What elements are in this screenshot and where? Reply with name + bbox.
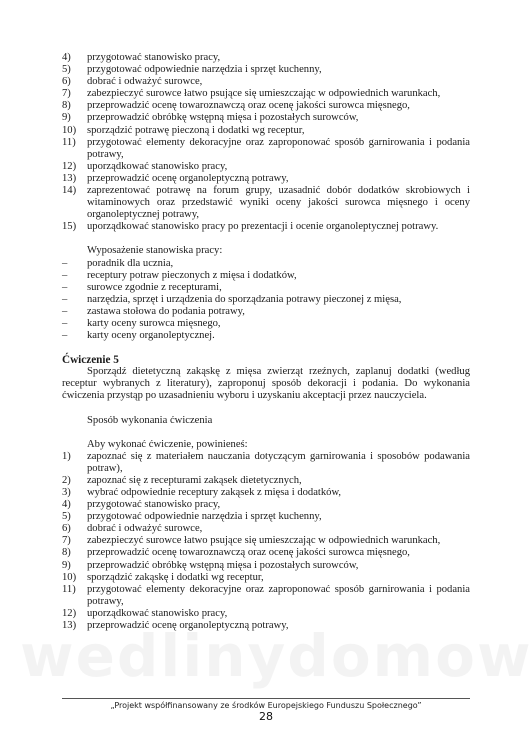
list-item-text: przygotować elementy dekoracyjne oraz zaproponować sposób garnirowania i podania potrawy,	[87, 583, 470, 607]
equipment-item	[62, 294, 470, 306]
list-item-number: 7)	[62, 535, 71, 547]
list-item-number: 4)	[62, 52, 71, 63]
list-item	[62, 523, 470, 535]
list-item-text: przeprowadzić ocenę towaroznawczą oraz ocenę jakości surowca mięsnego,	[87, 547, 410, 559]
list-item-number: 11)	[62, 583, 76, 595]
list-item-text: dobrać i odważyć surowce,	[87, 76, 203, 88]
footer-divider	[62, 698, 470, 699]
list-item	[62, 88, 470, 100]
procedure-list-2	[62, 451, 470, 632]
list-item-text: przeprowadzić ocenę organoleptyczną potrawy,	[87, 620, 289, 632]
equipment-item-text: zastawa stołowa do podania potrawy,	[87, 305, 245, 317]
list-item	[62, 161, 470, 173]
list-item-number: 6)	[62, 523, 71, 535]
method-intro: Aby wykonać ćwiczenie, powinieneś:	[87, 438, 248, 450]
list-item-text: przygotować stanowisko pracy,	[87, 499, 221, 511]
procedure-list-1	[62, 52, 470, 233]
list-item-text: zabezpieczyć surowce łatwo psujące się umieszczając w odpowiednich warunkach,	[87, 88, 441, 100]
list-item-text: przeprowadzić obróbkę wstępną mięsa i pozostałych surowców,	[87, 559, 359, 571]
equipment-item-text: surowce zgodnie z recepturami,	[87, 281, 222, 293]
list-item-number: 13)	[62, 620, 77, 632]
dash-bullet: –	[62, 257, 68, 269]
list-item	[62, 125, 470, 137]
list-item-number: 4)	[62, 499, 71, 511]
list-item	[62, 221, 470, 233]
list-item-number: 10)	[62, 571, 77, 583]
list-item	[62, 560, 470, 572]
list-item-text: uporządkować stanowisko pracy po prezentacji i ocenie organoleptycznej potrawy.	[87, 221, 439, 233]
list-item	[62, 137, 470, 161]
exercise-body: Sporządź dietetyczną zakąskę z mięsa zwierząt rzeźnych, zaplanuj dodatki (według receptur wybranych z literatury), zaproponuj sposób dekoracji i podania. Do wykonania ćwiczenia przystąp po uzasadnieniu wyboru i uzyskaniu akceptacji przez nauczyciela.	[62, 366, 470, 402]
equipment-item	[62, 270, 470, 282]
document-page	[62, 52, 470, 632]
list-item-text: uporządkować stanowisko pracy,	[87, 607, 228, 619]
list-item	[62, 185, 470, 221]
list-item-text: przygotować elementy dekoracyjne oraz zaproponować sposób garnirowania i podania potrawy,	[87, 136, 470, 160]
list-item-number: 3)	[62, 487, 71, 498]
list-item-number: 7)	[62, 88, 71, 100]
equipment-list	[62, 258, 470, 343]
list-item-text: przygotować odpowiednie narzędzia i sprzęt kuchenny,	[87, 511, 322, 523]
equipment-item	[62, 282, 470, 294]
list-item-text: przeprowadzić ocenę towaroznawczą oraz ocenę jakości surowca mięsnego,	[87, 100, 410, 112]
list-item	[62, 52, 470, 64]
list-item	[62, 535, 470, 547]
list-item-number: 1)	[62, 450, 71, 462]
list-item-text: wybrać odpowiednie receptury zakąsek z mięsa i dodatków,	[87, 487, 342, 498]
list-item	[62, 511, 470, 523]
list-item-number: 8)	[62, 100, 71, 112]
page-number: 28	[259, 710, 273, 723]
list-item	[62, 487, 470, 499]
list-item-text: przeprowadzić ocenę organoleptyczną potrawy,	[87, 172, 289, 184]
list-item-text: zabezpieczyć surowce łatwo psujące się umieszczając w odpowiednich warunkach,	[87, 535, 441, 547]
dash-bullet: –	[62, 330, 68, 342]
equipment-item-text: receptury potraw pieczonych z mięsa i dodatków,	[87, 269, 297, 281]
list-item	[62, 475, 470, 487]
list-item-number: 11)	[62, 136, 76, 148]
dash-bullet: –	[62, 305, 68, 317]
equipment-item-text: karty oceny surowca mięsnego,	[87, 317, 221, 329]
list-item-number: 14)	[62, 185, 77, 197]
list-item-text: sporządzić potrawę pieczoną i dodatki wg receptur,	[87, 124, 305, 136]
list-item	[62, 584, 470, 608]
equipment-item-text: poradnik dla ucznia,	[87, 257, 174, 269]
list-item-number: 5)	[62, 64, 71, 76]
list-item-number: 12)	[62, 607, 77, 619]
list-item-number: 10)	[62, 124, 77, 136]
exercise-title: Ćwiczenie 5	[62, 354, 119, 367]
list-item	[62, 173, 470, 185]
list-item-text: sporządzić zakąskę i dodatki wg receptur,	[87, 571, 264, 583]
equipment-item	[62, 258, 470, 270]
list-item	[62, 572, 470, 584]
list-item	[62, 64, 470, 76]
list-item-number: 15)	[62, 221, 77, 233]
dash-bullet: –	[62, 269, 68, 281]
list-item	[62, 620, 470, 632]
list-item-number: 13)	[62, 172, 77, 184]
list-item-number: 6)	[62, 76, 71, 88]
footer-text: „Projekt współfinansowany ze środków Europejskiego Funduszu Społecznego”	[110, 701, 422, 710]
site-watermark	[20, 650, 520, 662]
equipment-item-text: karty oceny organoleptycznej.	[87, 330, 215, 342]
list-item-text: uporządkować stanowisko pracy,	[87, 160, 228, 172]
list-item	[62, 112, 470, 124]
equipment-heading: Wyposażenie stanowiska pracy:	[87, 245, 223, 257]
list-item-text: przeprowadzić obróbkę wstępną mięsa i pozostałych surowców,	[87, 112, 359, 124]
list-item-number: 5)	[62, 511, 71, 523]
list-item-text: dobrać i odważyć surowce,	[87, 523, 203, 535]
list-item-text: przygotować stanowisko pracy,	[87, 52, 221, 63]
list-item-number: 2)	[62, 474, 71, 486]
method-heading: Sposób wykonania ćwiczenia	[87, 414, 213, 426]
list-item	[62, 100, 470, 112]
list-item	[62, 608, 470, 620]
list-item	[62, 451, 470, 475]
list-item	[62, 76, 470, 88]
equipment-item-text: narzędzia, sprzęt i urządzenia do sporządzania potrawy pieczonej z mięsa,	[87, 293, 402, 305]
dash-bullet: –	[62, 293, 68, 305]
equipment-item	[62, 318, 470, 330]
dash-bullet: –	[62, 281, 68, 293]
equipment-item	[62, 306, 470, 318]
equipment-item	[62, 330, 470, 342]
list-item-number: 9)	[62, 559, 71, 571]
list-item-text: zaprezentować potrawę na forum grupy, uzasadnić dobór dodatków skrobiowych i witaminowych oraz przedstawić wyniki oceny jakości surowca mięsnego i oceny organoleptycznej potrawy,	[87, 185, 470, 221]
list-item	[62, 499, 470, 511]
list-item-number: 8)	[62, 547, 71, 559]
dash-bullet: –	[62, 317, 68, 329]
list-item-number: 9)	[62, 112, 71, 124]
list-item-text: zapoznać się z recepturami zakąsek dietetycznych,	[87, 474, 302, 486]
list-item	[62, 547, 470, 559]
list-item-text: przygotować odpowiednie narzędzia i sprzęt kuchenny,	[87, 64, 322, 76]
list-item-number: 12)	[62, 160, 77, 172]
list-item-text: zapoznać się z materiałem nauczania dotyczącym garnirowania i sposobów podawania potraw),	[87, 450, 470, 474]
